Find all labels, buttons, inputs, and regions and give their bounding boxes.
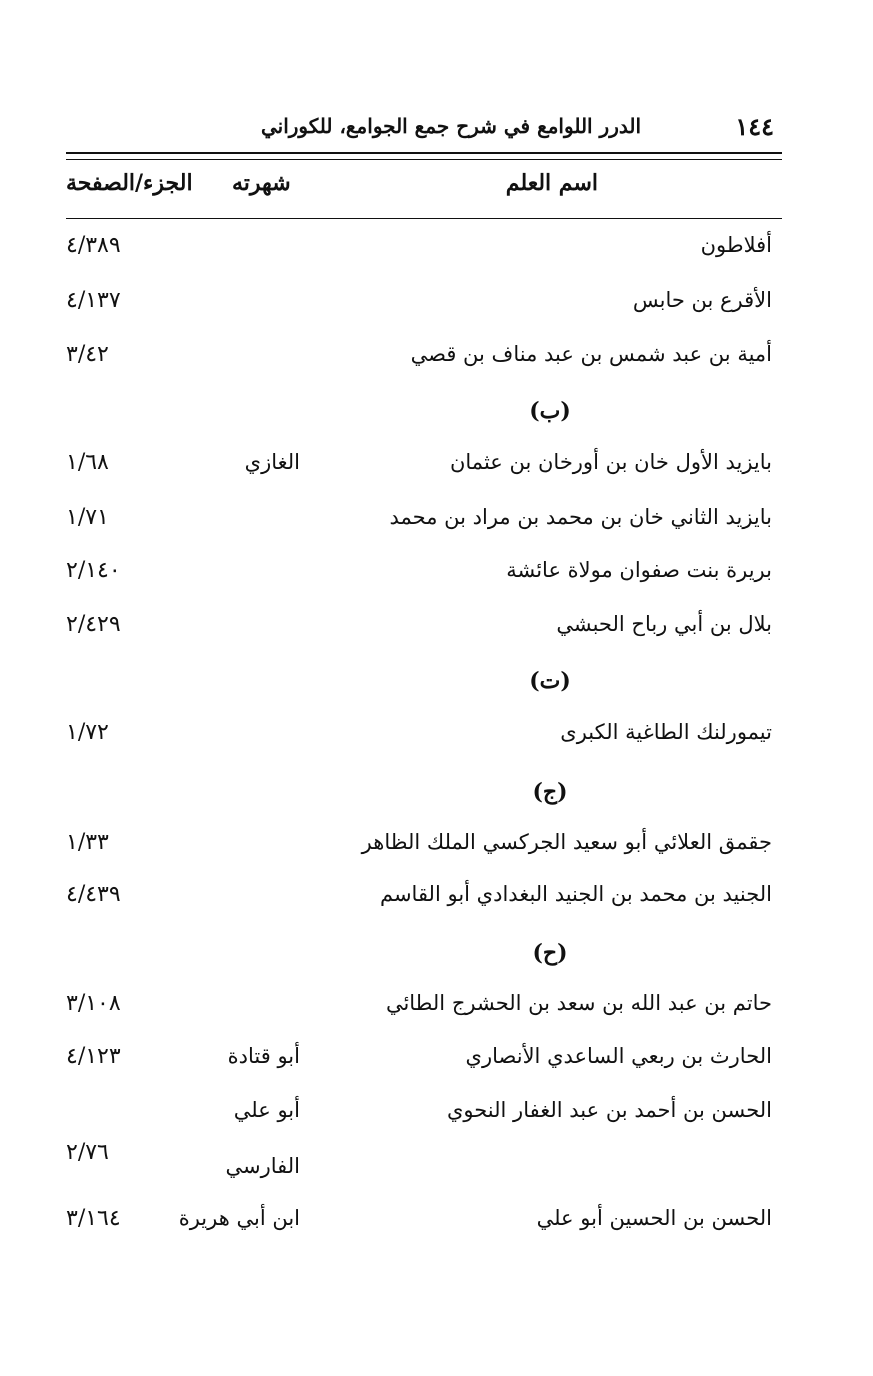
column-header-fame: شهرته — [232, 170, 291, 196]
entry-ref: ٤/١٣٧ — [66, 288, 121, 313]
entry-ref: ١/٣٣ — [66, 830, 109, 855]
page-number: ١٤٤ — [735, 112, 774, 141]
table-row — [0, 342, 873, 382]
table-row — [0, 991, 873, 1031]
entry-ref: ١/٧١ — [66, 505, 109, 530]
entry-ref: ٤/١٢٣ — [66, 1044, 121, 1069]
entry-fame: أبو علي — [233, 1098, 300, 1122]
table-row — [0, 612, 873, 652]
table-row — [0, 288, 873, 328]
table-row — [0, 1098, 873, 1188]
letter-heading: (ب) — [529, 398, 571, 424]
entry-name: أفلاطون — [700, 233, 772, 257]
entry-name: الحسن بن الحسين أبو علي — [536, 1206, 772, 1230]
book-title: الدرر اللوامع في شرح جمع الجوامع، للكوراني — [260, 114, 642, 138]
entry-ref: ٢/٤٢٩ — [66, 612, 121, 637]
entry-fame: أبو قتادة — [227, 1044, 300, 1068]
entry-fame-continued: الفارسي — [225, 1154, 300, 1178]
entry-ref: ٤/٣٨٩ — [66, 233, 121, 258]
entry-ref: ٢/١٤٠ — [66, 558, 121, 583]
entry-name: الحارث بن ربعي الساعدي الأنصاري — [465, 1044, 772, 1068]
entry-name: الجنيد بن محمد بن الجنيد البغدادي أبو القاسم — [379, 882, 772, 906]
table-header-rule — [66, 218, 782, 219]
entry-name: حاتم بن عبد الله بن سعد بن الحشرج الطائي — [385, 991, 772, 1015]
entry-ref: ١/٧٢ — [66, 720, 109, 745]
table-row — [0, 233, 873, 273]
column-header-name: اسم العلم — [505, 170, 598, 196]
letter-heading: (ج) — [532, 779, 568, 805]
header-rule-thick — [66, 152, 782, 154]
header-rule-thin — [66, 159, 782, 160]
table-header — [0, 170, 873, 210]
entry-ref: ٤/٤٣٩ — [66, 882, 121, 907]
entry-name: الحسن بن أحمد بن عبد الغفار النحوي — [446, 1098, 772, 1122]
entry-name: بريرة بنت صفوان مولاة عائشة — [506, 558, 772, 582]
table-row — [0, 1044, 873, 1084]
entry-name: بايزيد الثاني خان بن محمد بن مراد بن محمد — [389, 505, 772, 529]
entry-name: تيمورلنك الطاغية الكبرى — [560, 720, 772, 744]
table-row — [0, 1206, 873, 1246]
entry-name: أمية بن عبد شمس بن عبد مناف بن قصي — [410, 342, 772, 366]
table-row — [0, 558, 873, 598]
entry-fame: ابن أبي هريرة — [178, 1206, 300, 1230]
column-header-ref: الجزء/الصفحة — [66, 170, 193, 196]
entry-ref: ٢/٧٦ — [66, 1140, 109, 1165]
letter-heading: (ت) — [529, 668, 571, 694]
table-row — [0, 505, 873, 545]
entry-name: بلال بن أبي رباح الحبشي — [556, 612, 772, 636]
entry-fame: الغازي — [244, 450, 300, 474]
running-head — [66, 112, 774, 142]
table-row — [0, 882, 873, 922]
table-row — [0, 450, 873, 490]
entry-ref: ٣/١٠٨ — [66, 991, 121, 1016]
entry-name: بايزيد الأول خان بن أورخان بن عثمان — [449, 450, 772, 474]
entry-ref: ٣/٤٢ — [66, 342, 109, 367]
entry-ref: ١/٦٨ — [66, 450, 109, 475]
table-row — [0, 720, 873, 760]
letter-heading: (ح) — [532, 940, 568, 966]
table-row — [0, 830, 873, 870]
entry-name: جقمق العلائي أبو سعيد الجركسي الملك الظاهر — [361, 830, 772, 854]
entry-name: الأقرع بن حابس — [632, 288, 772, 312]
entry-ref: ٣/١٦٤ — [66, 1206, 121, 1231]
